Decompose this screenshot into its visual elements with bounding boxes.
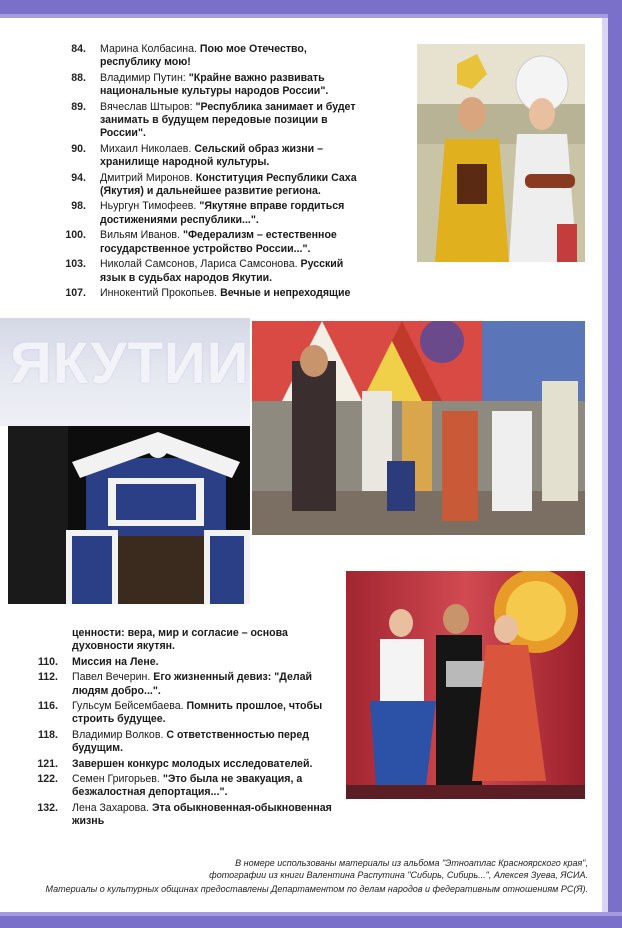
toc-entry [40, 200, 370, 227]
toc-page-number: 100. [65, 229, 86, 242]
toc-title: С ответственностью перед будущим. [72, 728, 309, 755]
toc-author: Владимир Путин: [100, 71, 186, 84]
toc-title: Сельский образ жизни – хранилище народной культуры. [100, 142, 324, 169]
toc-page-number: 94. [71, 171, 86, 184]
toc-title: "Это была не эвакуация, а безжалостная депортация...". [72, 773, 303, 799]
toc-entry [12, 802, 342, 829]
toc-page-number: 116. [37, 700, 58, 713]
toc-author: Владимир Волков. [72, 728, 164, 741]
toc-page-number: 110. [37, 655, 58, 668]
toc-page-number: 121. [37, 757, 58, 770]
toc-title: Эта обыкновенная-обыкновенная жизнь [72, 801, 332, 828]
toc-top-list [40, 43, 370, 302]
page-frame-top [0, 0, 622, 14]
toc-entry [40, 143, 370, 170]
toc-author: Ньургун Тимофеев. [100, 200, 197, 213]
toc-entry [12, 773, 342, 800]
photo-women-costume [417, 44, 585, 262]
toc-entry [40, 229, 370, 256]
toc-page-number: 98. [71, 200, 86, 213]
toc-title: Вечные и непреходящие [220, 286, 351, 299]
toc-author: Вячеслав Штыров: [100, 100, 193, 113]
toc-author: Семен Григорьев. [72, 773, 160, 786]
toc-title: "Федерализм – естественное государственное устройство России...". [100, 229, 337, 255]
toc-page-number: 107. [65, 286, 86, 299]
credits-line-2: фотографии из книги Валентина Распутина "Сибирь, Сибирь...", Алексея Зуева, ЯСИА. [209, 869, 588, 880]
page-frame-bottom [0, 916, 622, 928]
toc-author: Павел Вечерин. [72, 671, 151, 684]
credits-line-1: В номере использованы материалы из альбома "Этноатлас Красноярского края", [235, 858, 588, 868]
toc-title: "Республика занимает и будет занимать в будущем передовые позиции в России". [100, 100, 356, 140]
page-frame-right-inner [602, 18, 608, 928]
credits-line-3: Материалы о культурных общинах предоставлены Департаментом по делам народов и федеративным отношениям РС(Я). [45, 884, 588, 894]
photo-stage-performers [346, 571, 585, 799]
toc-entry [12, 729, 342, 756]
toc-title: Миссия на Лене. [72, 655, 159, 668]
toc-page-number: 112. [37, 671, 58, 684]
toc-author: Лена Захарова. [72, 801, 150, 814]
toc-title: Пою мое Отечество, республику мою! [100, 43, 307, 69]
toc-bottom-list [12, 627, 342, 831]
toc-entry [12, 656, 342, 669]
credits-album-photos [40, 858, 588, 881]
page-frame-right [608, 0, 622, 928]
toc-title: Завершен конкурс молодых исследователей. [72, 757, 313, 770]
band-heading: ЯКУТИИ [10, 331, 250, 396]
toc-author: Дмитрий Миронов. [100, 171, 193, 184]
toc-entry [40, 287, 370, 300]
toc-page-number: 89. [71, 100, 86, 113]
toc-title: Его жизненный девиз: "Делай людям добро...". [72, 671, 313, 697]
toc-title: "Крайне важно развивать национальные культуры народов России". [100, 71, 329, 98]
toc-author: Иннокентий Прокопьев. [100, 286, 218, 299]
photo-group-national-costumes [252, 321, 585, 535]
toc-entry [40, 72, 370, 99]
toc-author: Михаил Николаев. [100, 142, 192, 155]
toc-title: Помнить прошлое, чтобы строить будущее. [72, 700, 323, 726]
toc-entry [40, 43, 370, 70]
toc-page-number: 118. [37, 728, 58, 741]
toc-page-number: 84. [71, 43, 86, 55]
toc-title: Русский язык в судьбах народов Якутии. [100, 258, 344, 284]
toc-author: Николай Самсонов, Лариса Самсонова. [100, 258, 298, 271]
toc-page-number: 122. [37, 773, 58, 786]
toc-entry [12, 700, 342, 727]
toc-page-number: 103. [65, 258, 86, 271]
toc-entry [12, 758, 342, 771]
toc-entry [12, 671, 342, 698]
toc-page-number: 132. [37, 801, 58, 814]
toc-page-number: 90. [71, 142, 86, 155]
toc-title: Конституция Республики Саха (Якутия) и дальнейшее развитие региона. [100, 171, 357, 198]
toc-author: Вильям Иванов. [100, 229, 180, 242]
credits-communities [40, 884, 588, 896]
toc-author: Гульсум Бейсембаева. [72, 700, 184, 713]
photo-carved-window [8, 426, 250, 604]
toc-author: Марина Колбасина. [100, 43, 197, 55]
toc-title: "Якутяне вправе гордиться достижениями республики...". [100, 200, 345, 226]
toc-page-number: 88. [71, 71, 86, 84]
toc-entry [40, 101, 370, 141]
page-frame-top-shade [0, 14, 622, 18]
toc-entry [40, 172, 370, 199]
toc-continuation: ценности: вера, мир и согласие – основа духовности якутян. [72, 627, 288, 653]
toc-entry [40, 258, 370, 285]
